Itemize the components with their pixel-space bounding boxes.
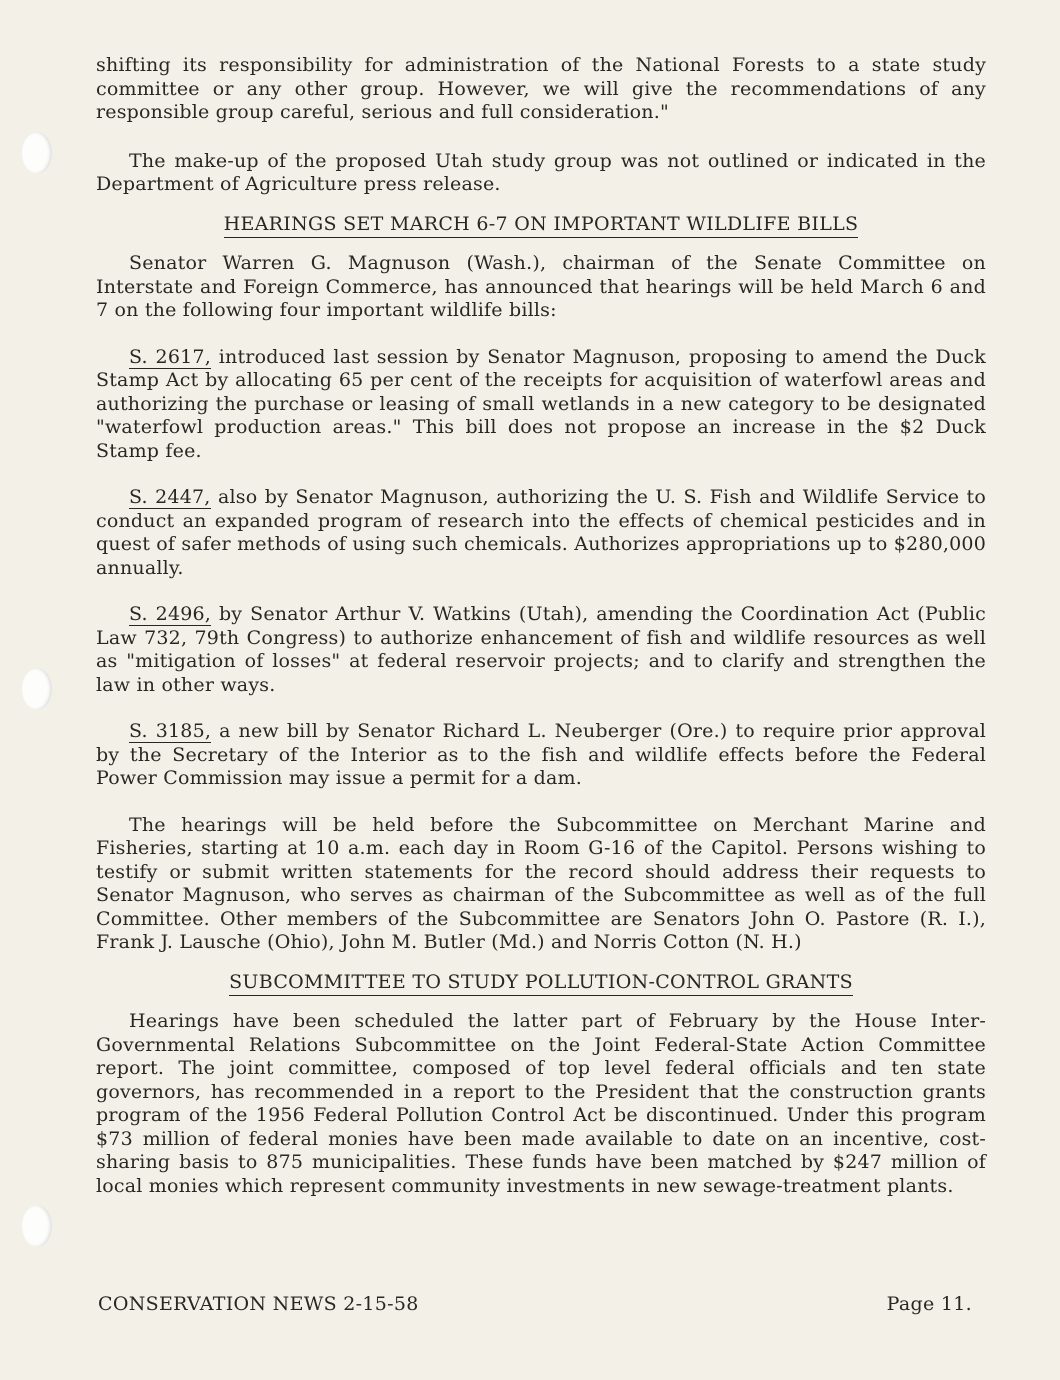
- intro-paragraph-continued: shifting its responsibility for administration of the National Forests to a state study committee or any other group. However, we will give the recommendations of any responsible group careful, serious and full consideration.": [96, 54, 986, 123]
- bill-text-s2447: also by Senator Magnuson, authorizing the U. S. Fish and Wildlife Service to conduct an expanded program of research into the effects of chemical pesticides and in quest of safer methods of using such chemicals. Authorizes appropriations up to $280,000 annually.: [96, 486, 986, 579]
- bill-paragraph-s2447: [96, 486, 986, 580]
- section-heading-pollution-grants: [96, 971, 986, 995]
- heading-pollution-grants-text: SUBCOMMITTEE TO STUDY POLLUTION-CONTROL GRANTS: [229, 971, 853, 996]
- bill-number-s3185: S. 3185,: [129, 720, 212, 742]
- pollution-grants-paragraph: Hearings have been scheduled the latter part of February by the House Inter-Governmental Relations Subcommittee on the Joint Federal-State Action Committee report. The joint committee, composed of top level federal officials and ten state governors, has recommended in a report to the President that the construction grants program of the 1956 Federal Pollution Control Act be discontinued. Under this program $73 million of federal monies have been made available to date on an incentive, cost-sharing basis to 875 municipalities. These funds have been matched by $247 million of local monies which represent community investments in new sewage-treatment plants.: [96, 1010, 986, 1197]
- intro-paragraph-utah: The make-up of the proposed Utah study group was not outlined or indicated in the Department of Agriculture press release.: [96, 149, 986, 195]
- bill-text-s3185: a new bill by Senator Richard L. Neuberger (Ore.) to require prior approval by the Secretary of the Interior as to the fish and wildlife effects before the Federal Power Commission may issue a permit for a dam.: [96, 720, 986, 789]
- bill-number-s2617: S. 2617,: [129, 345, 211, 368]
- bill-paragraph-s2496: [96, 603, 986, 697]
- punch-hole-top: [22, 132, 52, 174]
- wildlife-bills-lead-paragraph: Senator Warren G. Magnuson (Wash.), chairman of the Senate Committee on Interstate and Foreign Commerce, has announced that hearings will be held March 6 and 7 on the following four important wildlife bills:: [96, 252, 986, 321]
- document-body: [96, 54, 986, 1198]
- heading-wildlife-bills-text: HEARINGS SET MARCH 6-7 ON IMPORTANT WILDLIFE BILLS: [224, 213, 859, 238]
- bill-paragraph-s2617: [96, 346, 986, 464]
- bill-text-s2496: by Senator Arthur V. Watkins (Utah), amending the Coordination Act (Public Law 732, 79th Congress) to authorize enhancement of fish and wildlife resources as well as "mitigation of losses" at federal reservoir projects; and to clarify and strengthen the law in other ways.: [96, 603, 986, 696]
- bill-paragraph-s3185: [96, 720, 986, 791]
- hearings-details-paragraph: The hearings will be held before the Subcommittee on Merchant Marine and Fisheries, starting at 10 a.m. each day in Room G-16 of the Capitol. Persons wishing to testify or submit written statements for the record should address their requests to Senator Magnuson, who serves as chairman of the Subcommittee as well as of the full Committee. Other members of the Subcommittee are Senators John O. Pastore (R. I.), Frank J. Lausche (Ohio), John M. Butler (Md.) and Norris Cotton (N. H.): [96, 813, 986, 953]
- footer-publication: CONSERVATION NEWS 2-15-58: [98, 1293, 419, 1315]
- punch-hole-middle: [22, 668, 52, 710]
- footer-page-number: Page 11.: [886, 1293, 972, 1315]
- punch-hole-bottom: [22, 1205, 52, 1247]
- page-footer: [98, 1293, 972, 1315]
- bill-number-s2447: S. 2447,: [129, 486, 211, 508]
- bill-number-s2496: S. 2496,: [129, 603, 212, 625]
- bill-text-s2617: introduced last session by Senator Magnuson, proposing to amend the Duck Stamp Act by allocating 65 per cent of the receipts for acquisition of waterfowl areas and authorizing the purchase or leasing of small wetlands in a new category to be designated "waterfowl production areas." This bill does not propose an increase in the $2 Duck Stamp fee.: [96, 345, 986, 462]
- section-heading-wildlife-bills: [96, 213, 986, 237]
